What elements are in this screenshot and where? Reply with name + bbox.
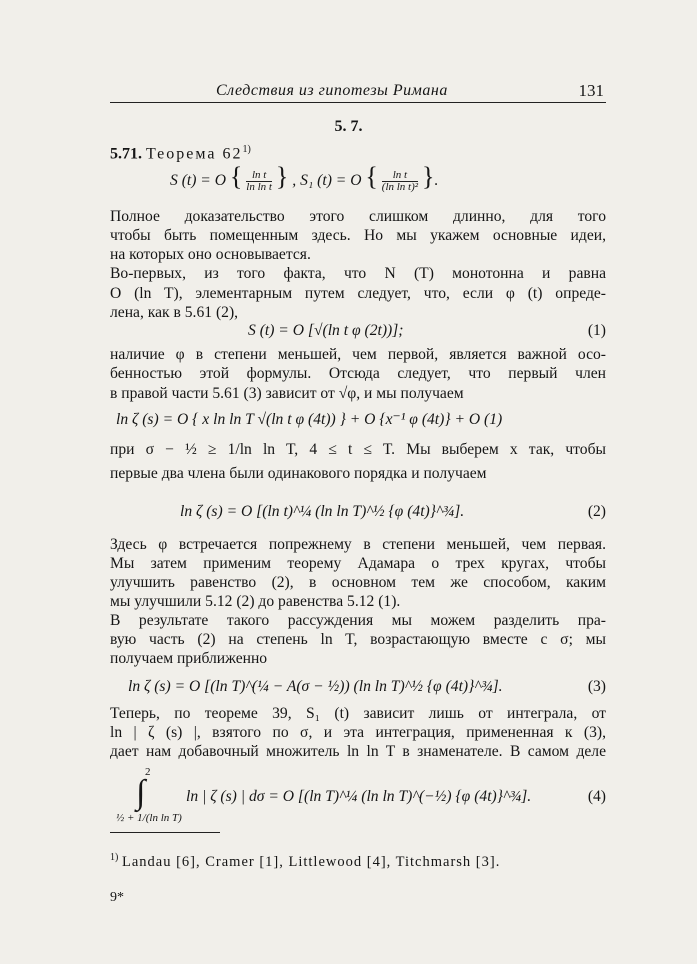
running-header bbox=[110, 80, 606, 103]
paragraph-line: лена, как в 5.61 (2), bbox=[110, 304, 239, 321]
theorem-heading bbox=[110, 140, 606, 163]
paragraph-line: Полное доказательство этого слишком длинно, для того bbox=[110, 208, 606, 225]
equation-b: ln ζ (s) = O { x ln ln T √(ln t φ (4t)) } + O {x⁻¹ φ (4t)} + O (1) bbox=[116, 411, 503, 428]
paragraph-line: ln | ζ (s) |, взятого по σ, и эта интеграция, примененная к (3), bbox=[110, 724, 606, 741]
paragraph-line: получаем приближенно bbox=[110, 650, 268, 667]
eq-main-frac1: $\frac{\text{ln t}}{\text{ln ln t}}$ bbox=[246, 168, 272, 193]
paragraph-line: вую часть (2) на степень ln T, возрастающую вместе с σ; мы bbox=[110, 631, 606, 648]
eq-main-left: S (t) = O bbox=[170, 172, 226, 189]
theorem-label: 5.71. bbox=[110, 145, 142, 163]
paragraph-line: при σ − ½ ≥ 1/ln ln T, 4 ≤ t ≤ T. Мы выберем x так, чтобы bbox=[110, 441, 606, 458]
section-heading: 5. 7. bbox=[334, 118, 363, 135]
main-equation: S (t) = O { $\frac{\text{ln t}}{\text{ln ln t}}$ } , S₁ (t) = O { $\frac{\text{ln t}}{\text{(ln ln t)²}}$ }. bbox=[170, 162, 439, 193]
eq-main-frac2: $\frac{\text{ln t}}{\text{(ln ln t)²}}$ bbox=[381, 168, 419, 193]
paragraph-line: Мы затем применим теорему Адамара о трех кругах, чтобы bbox=[110, 555, 606, 572]
equation-2: ln ζ (s) = O [(ln t)^¼ (ln ln T)^½ {φ (4t)}^¾]. bbox=[180, 503, 465, 520]
equation-4-number: (4) bbox=[587, 788, 606, 805]
paragraph-line: улучшить равенство (2), в основном тем же способом, каким bbox=[110, 574, 606, 591]
equation-1-number: (1) bbox=[587, 322, 606, 339]
paragraph-line: Во-первых, из того факта, что N (T) монотонна и равна bbox=[110, 265, 606, 282]
footnote-mark: 1) bbox=[110, 852, 119, 863]
footnote bbox=[110, 848, 606, 872]
paragraph-line: мы улучшили 5.12 (2) до равенства 5.12 (1). bbox=[110, 593, 401, 610]
equation-3: ln ζ (s) = O [(ln T)^(¼ − A(σ − ½)) (ln ln T)^½ {φ (4t)}^¾]. bbox=[128, 678, 503, 695]
footnote-text: Landau [6], Cramer [1], Littlewood [4], Titchmarsh [3]. bbox=[121, 853, 501, 870]
signature-mark: 9* bbox=[110, 890, 124, 905]
integral-upper-limit: 2 bbox=[145, 766, 151, 778]
paragraph-line: Теперь, по теореме 39, S₁ (t) зависит лишь от интеграла, от bbox=[110, 705, 606, 722]
footnote-divider bbox=[110, 832, 220, 833]
equation-1: S (t) = O [√(ln t φ (2t))]; bbox=[248, 322, 404, 339]
paragraph-line: Здесь φ встречается попрежнему в степени меньшей, чем первая. bbox=[110, 536, 606, 553]
paragraph-line: O (ln T), элементарным путем следует, что, если φ (t) опреде- bbox=[110, 285, 606, 302]
equation-3-number: (3) bbox=[587, 678, 606, 695]
footnote-ref: 1) bbox=[242, 144, 251, 155]
equation-2-number: (2) bbox=[587, 503, 606, 520]
paragraph-line: в правой части 5.61 (3) зависит от √φ, и мы получаем bbox=[110, 385, 464, 402]
paragraph-line: В результате такого рассуждения мы можем разделить пра- bbox=[110, 612, 606, 629]
eq-main-mid: , S₁ (t) = O bbox=[292, 172, 362, 189]
page-number: 131 bbox=[578, 81, 604, 100]
integral-sign: ∫ bbox=[136, 774, 146, 811]
theorem-name: Теорема 62 bbox=[146, 145, 243, 163]
paragraph-line: дает нам добавочный множитель ln ln T в знаменателе. В самом деле bbox=[110, 743, 606, 760]
header-title: Следствия из гипотезы Римана bbox=[216, 82, 448, 99]
paragraph-line: бенностью этой формулы. Отсюда следует, что первый член bbox=[110, 365, 606, 382]
equation-4: ln | ζ (s) | dσ = O [(ln T)^¼ (ln ln T)^(−½) {φ (4t)}^¾]. bbox=[186, 788, 532, 805]
paragraph-line: на которых оно основывается. bbox=[110, 246, 311, 263]
paragraph-line: чтобы быть помещенным здесь. Но мы укажем основные идеи, bbox=[110, 227, 606, 244]
paragraph-line: наличие φ в степени меньшей, чем первой, является важной осо- bbox=[110, 346, 606, 363]
paragraph-line: первые два члена были одинакового порядка и получаем bbox=[110, 465, 487, 482]
integral-lower-limit: ½ + 1/(ln ln T) bbox=[116, 812, 182, 824]
